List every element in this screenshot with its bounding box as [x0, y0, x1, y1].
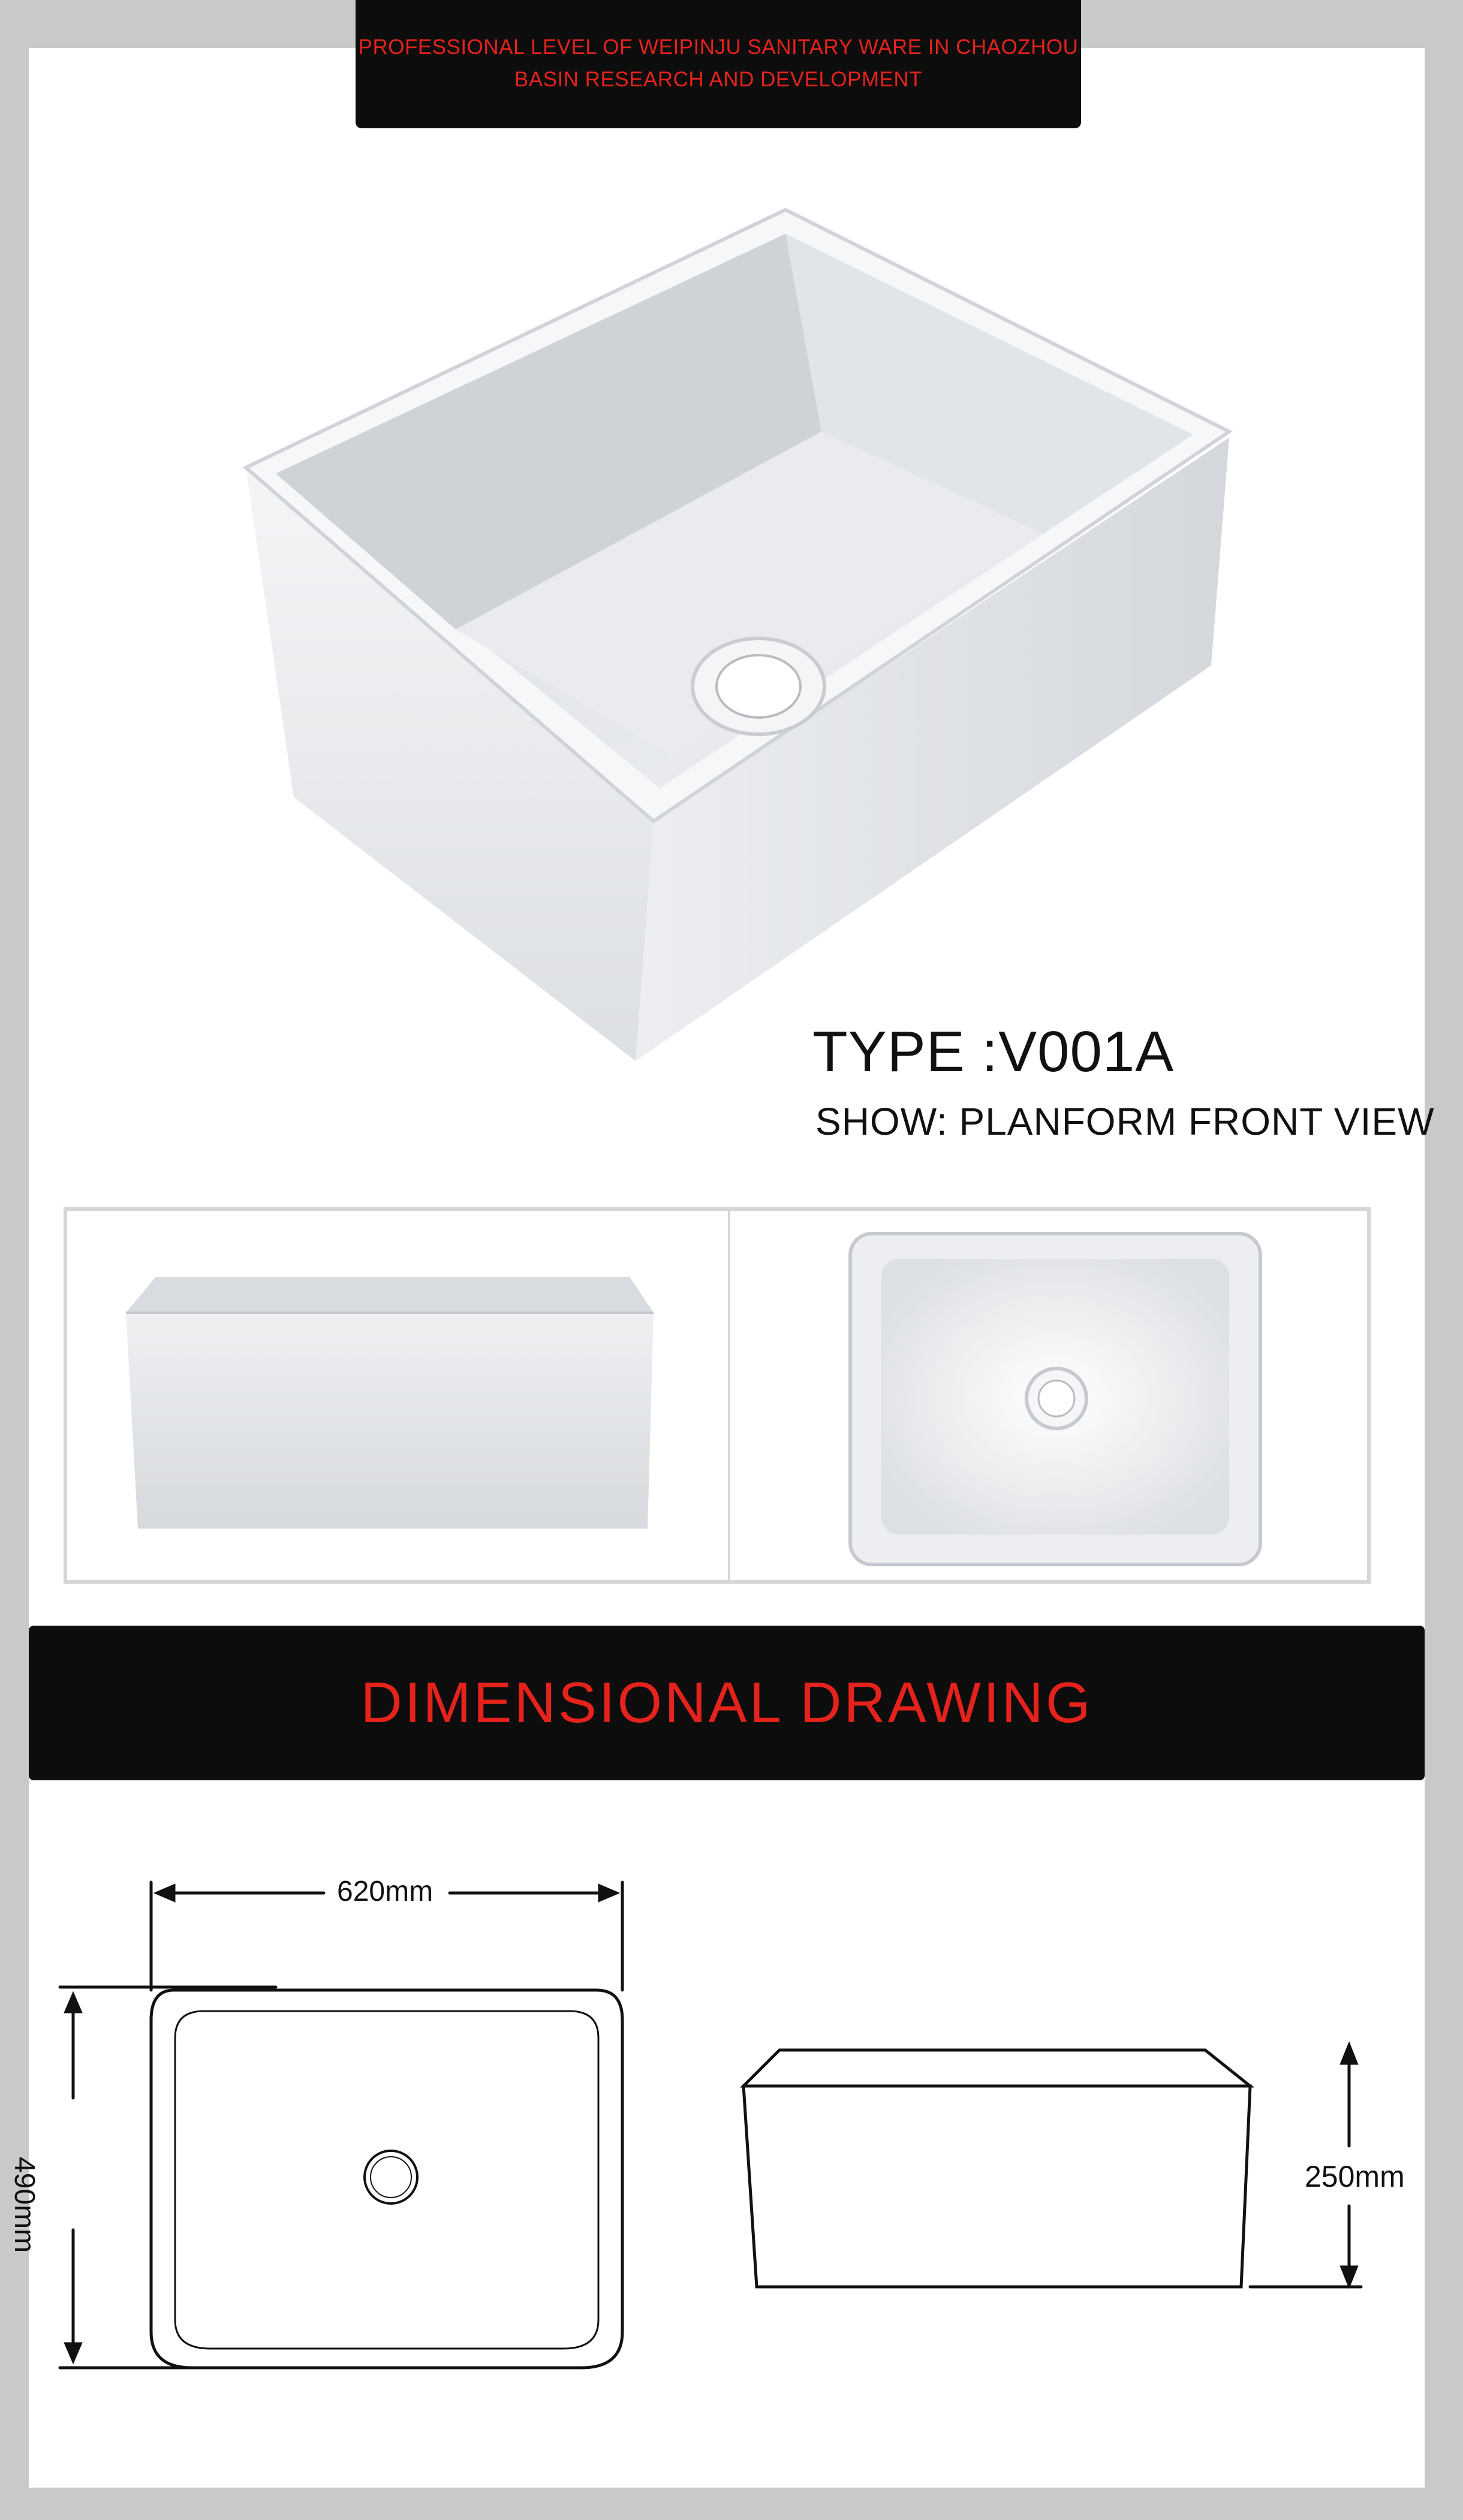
banner-line-2: BASIN RESEARCH AND DEVELOPMENT	[514, 68, 923, 91]
section-title: DIMENSIONAL DRAWING	[29, 1626, 1425, 1780]
product-type-label: TYPE :V001A	[812, 1020, 1175, 1084]
dimensional-drawing	[0, 1846, 1463, 2410]
views-divider	[728, 1207, 730, 1584]
view-description-label: SHOW: PLANFORM FRONT VIEW	[815, 1100, 1435, 1143]
height-dimension-label: 250mm	[1305, 2160, 1405, 2193]
sink-front-view-image	[114, 1265, 666, 1541]
top-banner	[356, 0, 1081, 128]
sink-perspective-image	[228, 198, 1241, 1061]
banner-line-1: PROFESSIONAL LEVEL OF WEIPINJU SANITARY WARE IN CHAOZHOU	[358, 35, 1079, 59]
width-dimension-label: 620mm	[337, 1876, 434, 1907]
depth-dimension-label: 490mm	[8, 2157, 40, 2253]
sink-plan-view-image	[845, 1229, 1265, 1571]
